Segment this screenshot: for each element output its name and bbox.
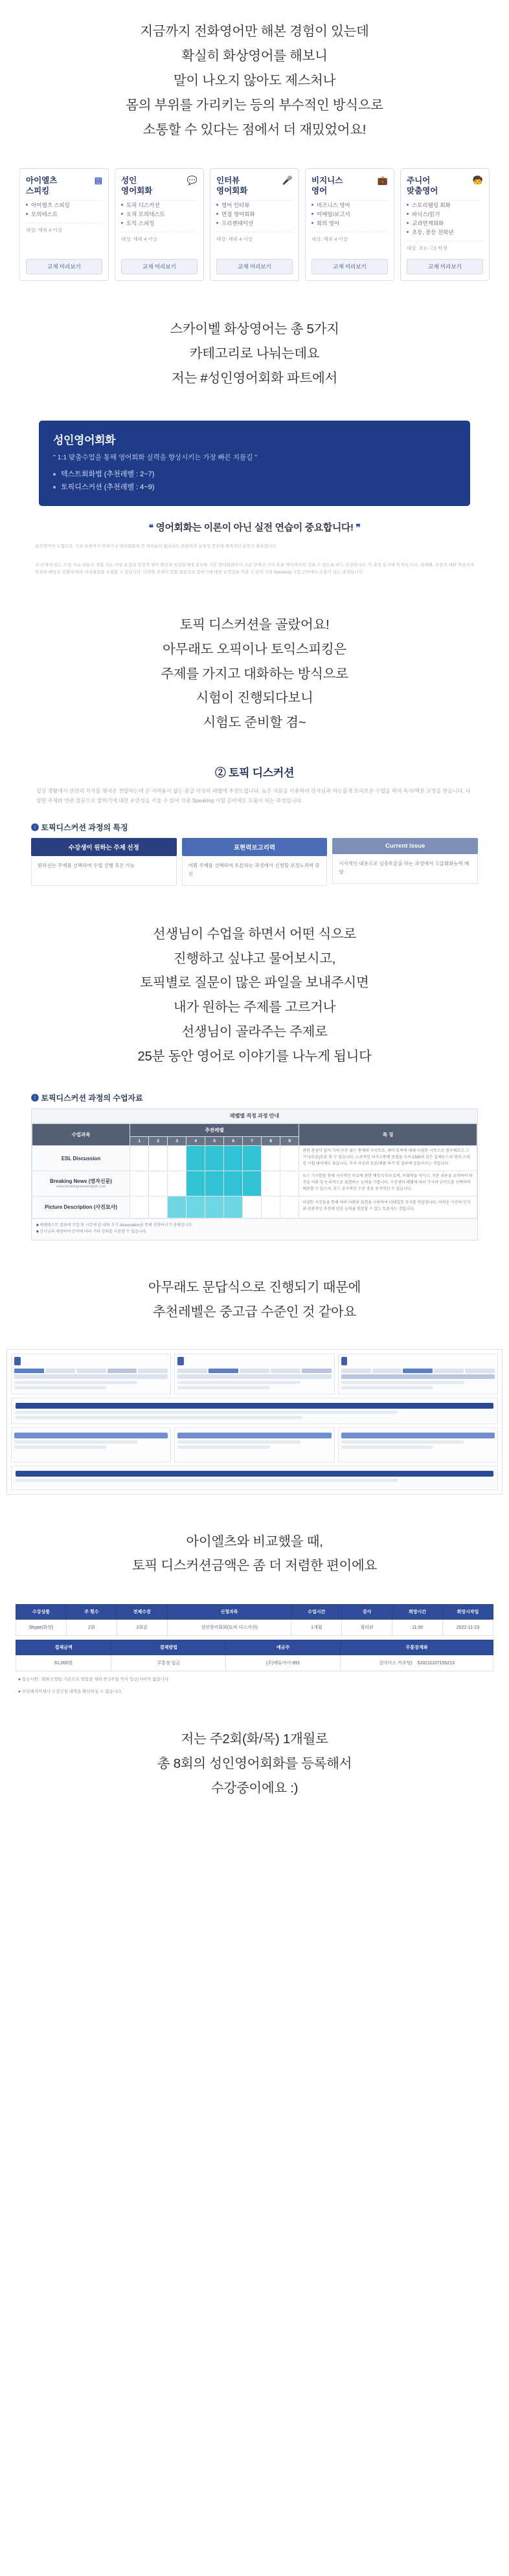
skype-intro-line: 스카이벨 화상영어는 총 5가지 xyxy=(170,322,339,337)
category-title-main: 인터뷰 xyxy=(216,175,240,185)
category-title-sub: 맞춤영어 xyxy=(407,186,438,195)
curriculum-row xyxy=(11,1354,498,1394)
teacher-paragraph xyxy=(0,903,509,1089)
level-cell-active xyxy=(205,1146,224,1171)
level-header: 2 xyxy=(149,1137,168,1146)
cell: 11:30 xyxy=(392,1620,443,1636)
level-cell xyxy=(280,1171,299,1196)
arrow-right-icon: ➊ xyxy=(31,1094,40,1103)
preview-button[interactable]: 교재 미리보기 xyxy=(407,259,483,274)
level-cell-active xyxy=(205,1171,224,1196)
curriculum-panel xyxy=(11,1427,171,1462)
cell: 61,000원 xyxy=(16,1655,111,1671)
account-number: 520211107155213 xyxy=(417,1661,455,1666)
feature-title: 표현력보고리력 xyxy=(182,838,328,856)
column-header-levels: 추천레벨 xyxy=(130,1124,299,1137)
materials-screenshot-wrap xyxy=(0,1108,509,1256)
cell: 2회분 xyxy=(117,1620,167,1636)
chip-grid xyxy=(14,1369,168,1379)
level-header: 8 xyxy=(262,1137,280,1146)
curriculum-panel xyxy=(338,1354,498,1394)
adult-conversation-banner xyxy=(39,421,470,506)
category-title-sub: 영어 xyxy=(311,186,328,195)
list-item: 초등, 중등 전학년 xyxy=(407,228,483,237)
level-cell xyxy=(149,1196,168,1218)
line-placeholder xyxy=(14,1446,106,1449)
category-title xyxy=(311,175,388,197)
features-heading xyxy=(0,818,509,838)
feature-title: 수강생이 원하는 주제 선정 xyxy=(31,838,177,856)
level-line: 아무래도 문답식으로 진행되기 때문에 xyxy=(148,1279,361,1295)
level-header: 7 xyxy=(243,1137,262,1146)
category-note: 대상: 해외 4 이상 xyxy=(216,232,293,246)
level-cell xyxy=(168,1146,187,1171)
table-header-row xyxy=(16,1605,493,1620)
line-placeholder xyxy=(177,1440,300,1444)
section-description: 일상 생활에서 관련의 각자를 맺어온 전달하는데 큰 어려움이 없는 중급 이상의 레벨에 추천드립니다. 높은 지문을 이용하여 강사님과 의논를게 토의토론 수업을 하여 독서/백분 교정을 받습니다. 다양한 주제와 연관 질문으로 말하기에 대한 유연성을 키울 수 있어 각종 Speaking 시험 준비에도 도움이 되는 과정입니다. xyxy=(36,788,471,804)
feature-title: Current Issue xyxy=(332,838,478,854)
list-item: 이메일/보고서 xyxy=(311,210,388,219)
category-card-row xyxy=(0,162,509,298)
banner-course-list xyxy=(53,468,456,494)
list-item: 모의테스트 xyxy=(26,210,102,219)
level-header: 1 xyxy=(130,1137,149,1146)
preview-button[interactable]: 교재 미리보기 xyxy=(26,259,102,274)
panel-tag xyxy=(177,1357,184,1365)
category-title-main: 아이엘츠 xyxy=(26,175,58,185)
chip xyxy=(403,1369,433,1373)
intro-line: 확실히 화상영어를 해보니 xyxy=(181,48,328,63)
footnote-text: 레벨테스트 결과에 수업 및 시간에 관 내의 추가 observation을 통해 진행하시기 권해집니다. xyxy=(40,1223,193,1227)
footnote-line xyxy=(36,1222,473,1229)
blue-bar xyxy=(16,1403,493,1409)
table-row xyxy=(32,1196,477,1218)
list-item: 토픽 디스커션 xyxy=(121,201,198,210)
level-cell xyxy=(130,1171,149,1196)
level-cell-active xyxy=(224,1171,243,1196)
level-cell-active xyxy=(205,1196,224,1218)
column-header: 주 횟수 xyxy=(66,1605,117,1620)
table-header-row xyxy=(16,1640,493,1655)
quote-block xyxy=(0,510,509,536)
category-title xyxy=(407,175,483,197)
line-placeholder xyxy=(341,1386,433,1389)
list-item: 텍스트회화법 (추천레벨 : 2~7) xyxy=(53,468,456,481)
level-cell-active xyxy=(187,1171,205,1196)
payment-table xyxy=(16,1640,493,1671)
level-cell xyxy=(168,1171,187,1196)
preview-button[interactable]: 교재 미리보기 xyxy=(216,259,293,274)
category-card-ielts[interactable] xyxy=(19,168,109,281)
section-number: ② xyxy=(214,767,226,780)
subject-description: 관련 관심이 있어 기의 공부 없는 통해의 사이트로, 레이 토픽에 대해 다양한 시각으로 생각해보고 그 기사/토론(토론 및 수 있습니다. 노라적인 의사소통에 중점을 두어 CNN과 같은 실제뉴스의 영어 스피킹 시험 대비에도 좋습니다. 무이 자신과 토론/제품 하기 및 결과에 곁들어지는 것입니다. xyxy=(299,1146,477,1171)
adult-conversation-banner-wrap xyxy=(0,410,509,510)
teacher-line: 25분 동안 영어로 이야기를 나누게 됩니다 xyxy=(137,1049,372,1064)
chip xyxy=(45,1369,75,1373)
line-placeholder xyxy=(14,1440,137,1444)
level-header: 4 xyxy=(187,1137,205,1146)
blue-bar xyxy=(16,1471,493,1477)
cell xyxy=(341,1655,493,1671)
feature-column-topic xyxy=(31,838,177,886)
subject-description: 뉴스 기사를를 통해 시사적인 이슈에 관한 배경지식과 토픽, 어휘력을 역사고, 지문 내용을 요약하여 의견을 어휘 및 논리적으로 표현하는 능력을 기릅니다. 수강생이 레벨에 따라 가사의 난이도를 선택하여 배분할 수 있으며, 부드 공구적인 수준 중요 동작적인 수 있습니다. xyxy=(299,1171,477,1196)
line-placeholder xyxy=(341,1446,433,1449)
curriculum-panel xyxy=(11,1354,171,1394)
column-header: 예금주 xyxy=(226,1640,341,1655)
list-item: 프리젠테이션 xyxy=(216,219,293,228)
chat-icon: 💬 xyxy=(187,175,198,185)
chip xyxy=(341,1374,495,1379)
quote-fineprint: 저 인계에 있는 수업 자료 내용의 경험 지도 시일 보정과 실질적 영어 확인과 입상문제에 칠요한 기본 영어회화부터 고급 단계인 시사 토론 영어까지의 강좌 수 있도록 하는 과정입니다. 각 과정 동시에 목적이 다시, 리레벨, 과정에 대한 학습자의 목표와 해당과 상황에 따라 커리큘럼을 조절할 수 있습니다. 다양한 주제의 연관 질문으로 말하기에 대한 유연성을 키울 수 있어 각종 Speaking 시험 준비에도 도움이 되는 과정입니다. xyxy=(35,562,474,575)
list-item: 교과연계회화 xyxy=(407,219,483,228)
feature-column-current-issue xyxy=(332,838,478,886)
feature-body: 시사적인 내용으로 심층토론을 하는 과정에서 고급회화능력 배양 xyxy=(332,854,478,884)
column-header: 무통장계좌 xyxy=(341,1640,493,1655)
curriculum-wide-panel xyxy=(11,1466,498,1490)
list-item: 스토리텔링 회화 xyxy=(407,201,483,210)
chip xyxy=(372,1369,402,1373)
section-title: 토픽 디스커션 xyxy=(228,767,295,780)
feature-body: 원하신는 주제를 선택하여 수업 진행 혹은 가능 xyxy=(31,856,177,886)
category-bullets xyxy=(121,200,198,228)
section-heading xyxy=(0,754,509,786)
blue-bar xyxy=(341,1433,495,1438)
bottom-spacer xyxy=(0,1820,509,1829)
level-header: 6 xyxy=(224,1137,243,1146)
chip xyxy=(107,1369,137,1373)
cell: 필리핀 xyxy=(342,1620,392,1636)
price-note-1 xyxy=(16,1671,493,1684)
category-note: 대상: 해외 4 이상 xyxy=(311,232,388,246)
level-cell xyxy=(130,1196,149,1218)
column-header: 신청과목 xyxy=(167,1605,291,1620)
chip xyxy=(434,1369,464,1373)
intro-line: 말이 나오지 않아도 제스처나 xyxy=(173,72,336,88)
level-cell xyxy=(280,1146,299,1171)
level-cell xyxy=(149,1146,168,1171)
outro-line: 총 8회의 성인영어회화를 등록해서 xyxy=(157,1756,352,1771)
square-bullet-icon: ■ xyxy=(36,1223,39,1227)
warning-icon: ● xyxy=(18,1677,21,1682)
list-item: 면접 영어회화 xyxy=(216,210,293,219)
cell: 성인영어회화(토픽 디스커션) xyxy=(167,1620,291,1636)
list-item: 토익 스피킹 xyxy=(121,219,198,228)
topic-intro-line: 시험도 준비할 겸~ xyxy=(203,715,306,731)
document-icon: ▤ xyxy=(94,175,102,185)
panel-tag xyxy=(14,1357,21,1365)
level-cell-active xyxy=(187,1196,205,1218)
chip xyxy=(76,1369,106,1373)
cell: 1개월 xyxy=(291,1620,342,1636)
list-item: 회의 영어 xyxy=(311,219,388,228)
intro-line: 지금까지 전화영어만 해본 경험이 있는데 xyxy=(140,24,369,39)
quote-mark-left: ❝ xyxy=(148,522,153,533)
banner-title: 성인영어회화 xyxy=(53,434,116,446)
subject-name xyxy=(32,1171,130,1196)
curriculum-screenshot xyxy=(6,1349,503,1495)
curriculum-panel xyxy=(174,1354,334,1394)
level-paragraph xyxy=(0,1256,509,1344)
category-title xyxy=(26,175,102,197)
curriculum-screenshot-wrap xyxy=(0,1344,509,1510)
chip xyxy=(209,1369,238,1373)
table-row xyxy=(32,1171,477,1196)
cell: 2회 xyxy=(66,1620,117,1636)
feature-column-expression xyxy=(182,838,328,886)
list-item: 오픽 모의테스트 xyxy=(121,210,198,219)
price-note-2-text: 무단해지이체시 수강신청 내역을 확인하실 수 없습니다. xyxy=(21,1690,123,1695)
level-cell xyxy=(149,1171,168,1196)
quote-mark-right: ❞ xyxy=(356,522,361,533)
price-intro-line: 토픽 디스커션금액은 좀 더 저렴한 편이에요 xyxy=(131,1558,378,1574)
teacher-line: 내가 원하는 주제를 고르거나 xyxy=(173,1000,336,1015)
column-header-features: 특 징 xyxy=(299,1124,477,1146)
column-header-subject: 수업과목 xyxy=(32,1124,130,1146)
quote-line xyxy=(32,520,477,534)
level-line: 추천레벨은 중고급 수준인 것 같아요 xyxy=(152,1304,357,1319)
chip xyxy=(465,1369,495,1373)
chip xyxy=(240,1369,269,1373)
category-title-sub: 스피킹 xyxy=(26,186,50,195)
subject-name-main: Breaking News (영자신문) xyxy=(50,1178,112,1185)
line-placeholder xyxy=(14,1381,137,1384)
mic-icon: 🎤 xyxy=(282,175,293,185)
materials-heading-label: 토픽디스커션 과정의 수업자료 xyxy=(41,1094,143,1103)
category-note: 대상: 해외 4 이상 xyxy=(121,232,198,246)
level-cell-active xyxy=(187,1146,205,1171)
curriculum-panel xyxy=(174,1427,334,1462)
list-item: 비즈니스 영어 xyxy=(311,201,388,210)
teacher-line: 진행하고 싶냐고 물어보시고, xyxy=(173,951,336,966)
subject-name-sub: www.breakingnewsenglish.com xyxy=(56,1185,106,1189)
level-cell-active xyxy=(243,1146,262,1171)
category-bullets xyxy=(311,200,388,228)
level-cell xyxy=(243,1196,262,1218)
line-placeholder xyxy=(341,1381,464,1384)
column-header: 강사 xyxy=(342,1605,392,1620)
list-item: 파닉스/읽기 xyxy=(407,210,483,219)
curriculum-wide-panel xyxy=(11,1398,498,1424)
chip xyxy=(14,1374,168,1379)
chip xyxy=(177,1374,331,1379)
category-bullets xyxy=(26,200,102,219)
footnote-text: 강사님의 재량하여 분야에 따라 기타 강의를 사용할 수 있습니다. xyxy=(40,1229,147,1234)
level-cell-active xyxy=(224,1196,243,1218)
panel-tag xyxy=(341,1357,348,1365)
price-intro-line: 아이엘츠와 비교했을 때, xyxy=(186,1534,323,1549)
price-intro-paragraph xyxy=(0,1510,509,1598)
level-cell xyxy=(130,1146,149,1171)
topic-intro-line: 아무래도 오픽이나 토익스피킹은 xyxy=(163,641,346,657)
cell: 2022-11-23 xyxy=(443,1620,493,1636)
intro-line: 몸의 부위를 가리키는 등의 부수적인 방식으로 xyxy=(126,97,383,113)
level-cell xyxy=(262,1146,280,1171)
column-header: 희망시작일 xyxy=(443,1605,493,1620)
level-header: 5 xyxy=(205,1137,224,1146)
skype-intro-paragraph xyxy=(0,298,509,410)
intro-paragraph xyxy=(0,0,509,162)
price-table-wrap xyxy=(0,1598,509,1707)
category-bullets xyxy=(216,200,293,228)
column-header: 수강상품 xyxy=(16,1605,67,1620)
column-header: 희망시간 xyxy=(392,1605,443,1620)
features-heading-label: 토픽디스커션 과정의 특징 xyxy=(41,822,128,832)
column-header: 수업시간 xyxy=(291,1605,342,1620)
chip xyxy=(14,1369,44,1373)
category-card-interview[interactable] xyxy=(210,168,299,281)
line-placeholder xyxy=(16,1416,302,1419)
topic-intro-line: 주제를 가지고 대화하는 방식으로 xyxy=(161,666,348,681)
chip xyxy=(177,1369,207,1373)
list-item: 아이엘츠 스피킹 xyxy=(26,201,102,210)
line-placeholder xyxy=(341,1440,464,1444)
category-bullets xyxy=(407,200,483,237)
skype-intro-line: 카테고리로 나눠는데요 xyxy=(189,346,320,362)
level-cell xyxy=(262,1196,280,1218)
category-card-adult[interactable] xyxy=(115,168,204,281)
level-cell-active xyxy=(243,1171,262,1196)
chip xyxy=(271,1369,300,1373)
account-holder: 김아이스 카우팅) xyxy=(379,1661,413,1666)
intro-line: 소통할 수 있다는 점에서 더 재밌었어요! xyxy=(142,122,367,137)
curriculum-row xyxy=(11,1427,498,1462)
preview-button[interactable]: 교재 미리보기 xyxy=(311,259,388,274)
arrow-right-icon: ➊ xyxy=(31,822,40,832)
level-header: 9 xyxy=(280,1137,299,1146)
category-title xyxy=(121,175,198,197)
teacher-line: 토픽별로 질문이 많은 파일을 보내주시면 xyxy=(140,975,369,991)
cell: (주)에듀아이-991 xyxy=(226,1655,341,1671)
column-header: 결제방법 xyxy=(111,1640,226,1655)
level-cell-active xyxy=(224,1146,243,1171)
level-table xyxy=(32,1123,477,1218)
outro-line: 수강중이에요 :) xyxy=(210,1780,299,1796)
chip-grid xyxy=(177,1369,331,1379)
category-note: 대상: 초1~고3 학생 xyxy=(407,241,483,255)
subject-name: Picture Description (사진묘사) xyxy=(32,1196,130,1218)
footnote-line xyxy=(36,1229,473,1235)
list-item: 영어 인터뷰 xyxy=(216,201,293,210)
blue-bar xyxy=(177,1433,331,1438)
category-title-main: 주니어 xyxy=(407,175,431,185)
category-title xyxy=(216,175,293,197)
price-note-2 xyxy=(16,1684,493,1696)
skype-intro-line: 저는 #성인영어회화 파트에서 xyxy=(172,371,337,386)
materials-caption: 레벨별 적정 과정 안내 xyxy=(32,1109,477,1123)
line-placeholder xyxy=(16,1411,398,1414)
square-bullet-icon: ■ xyxy=(36,1229,39,1234)
topic-intro-paragraph xyxy=(0,593,509,755)
briefcase-icon: 💼 xyxy=(377,175,388,185)
materials-heading xyxy=(0,1088,509,1108)
outro-paragraph xyxy=(0,1708,509,1820)
warning-icon: ● xyxy=(18,1690,21,1695)
teacher-line: 선생님이 골라주는 주제로 xyxy=(181,1024,328,1040)
outro-line: 저는 주2회(화/목) 1개월로 xyxy=(181,1731,328,1746)
category-title-main: 성인 xyxy=(121,175,137,185)
list-item: 토픽디스커션 (추천레벨 : 4~9) xyxy=(53,481,456,494)
level-cell-active xyxy=(168,1196,187,1218)
quote-subtext: 실전영어의 두렵으로, 기초 표현까지 막히기나 영어회화에 큰 어려움이 없더라도 표현력과 유창성 증진에 체계적인 훈련이 필요합니다. xyxy=(35,544,278,549)
cell: Skype(화상) xyxy=(16,1620,67,1636)
category-title-sub: 영어회화 xyxy=(216,186,248,195)
category-card-junior[interactable] xyxy=(400,168,490,281)
blue-bar xyxy=(14,1433,168,1438)
column-header: 결제금액 xyxy=(16,1640,111,1655)
category-title-sub: 영어회화 xyxy=(121,186,153,195)
price-note-1-text: 입금시한 : 회원신청일 기준으로 평일을 제외 한 2주일 까지 입금(자비까 없습니다. xyxy=(21,1677,170,1682)
banner-quote: " 1:1 맞춤수업을 통해 영어회화 실력을 향상시키는 가장 빠른 지름길 " xyxy=(53,453,257,461)
table-row xyxy=(32,1146,477,1171)
level-cell xyxy=(280,1196,299,1218)
level-header: 3 xyxy=(168,1137,187,1146)
quote-text: 영어회화는 이론이 아닌 실전 연습이 중요합니다! xyxy=(155,522,354,533)
materials-screenshot xyxy=(31,1108,478,1240)
preview-button[interactable]: 교재 미리보기 xyxy=(121,259,198,274)
subject-description: 다양한 사진들을 통해 여러 어휘와 표현을 사용하여 디테일한 묘사를 연습합니다. 어려운 사진의 인지와 연관적인 추진에 인상 능력을 연상할 수 있는 토론자는 것입니다. xyxy=(299,1196,477,1218)
chip xyxy=(341,1369,371,1373)
table-row xyxy=(16,1655,493,1671)
column-header: 전체수강 xyxy=(117,1605,167,1620)
topic-intro-line: 토픽 디스커션을 골랐어요! xyxy=(179,617,330,632)
line-placeholder xyxy=(177,1446,269,1449)
materials-footnotes xyxy=(32,1218,477,1240)
category-card-business[interactable] xyxy=(305,168,394,281)
child-icon: 🧒 xyxy=(472,175,483,185)
line-placeholder xyxy=(177,1386,269,1389)
cell: 무통장 입금 xyxy=(111,1655,226,1671)
registration-table xyxy=(16,1604,493,1636)
features-row xyxy=(0,838,509,903)
chip-grid xyxy=(341,1369,495,1379)
subject-name: ESL Discussion xyxy=(32,1146,130,1171)
curriculum-panel xyxy=(338,1427,498,1462)
feature-body: 어휘 주제를 선택하여 토론하는 과정에서 신청할 보정노리력 증진 xyxy=(182,856,328,886)
teacher-line: 선생님이 수업을 하면서 어떤 식으로 xyxy=(152,926,357,941)
chip xyxy=(138,1369,168,1373)
category-title-main: 비지니스 xyxy=(311,175,343,185)
category-note: 대상: 해외 4 이상 xyxy=(26,223,102,237)
line-placeholder xyxy=(16,1479,398,1482)
line-placeholder xyxy=(177,1381,300,1384)
chip xyxy=(302,1369,332,1373)
line-placeholder xyxy=(14,1386,106,1389)
table-row xyxy=(16,1620,493,1636)
level-cell xyxy=(262,1171,280,1196)
topic-intro-line: 시험이 진행되다보니 xyxy=(196,690,313,706)
